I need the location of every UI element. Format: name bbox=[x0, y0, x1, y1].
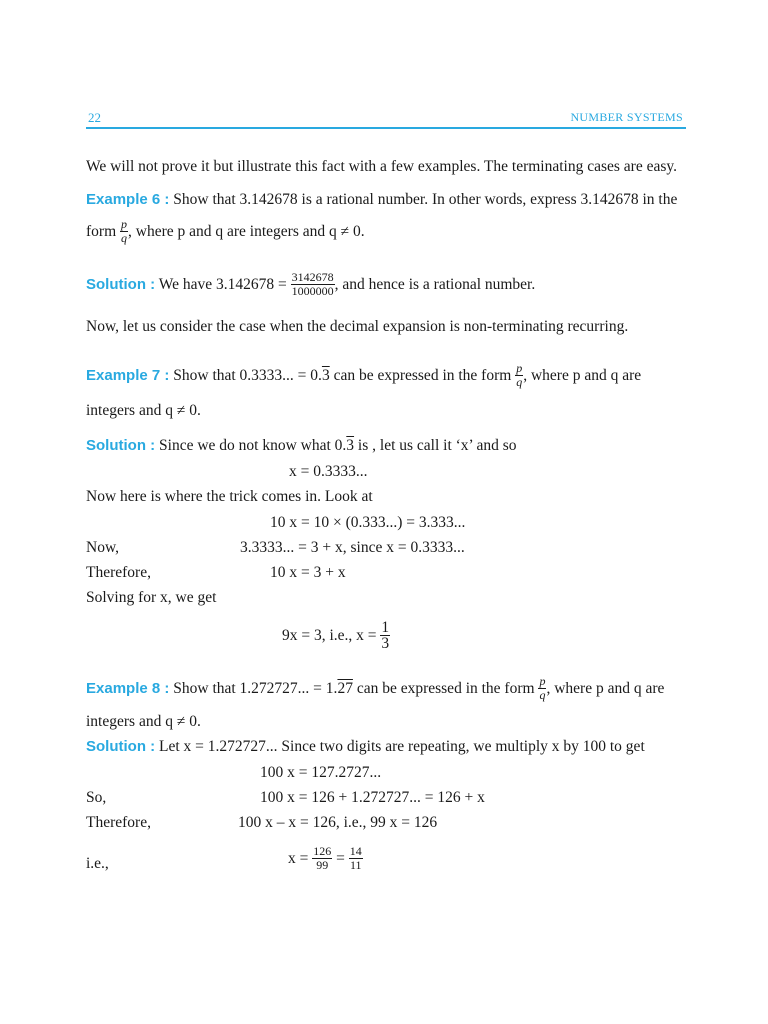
example-6-label: Example 6 : bbox=[86, 191, 170, 208]
solution-7-label: Solution : bbox=[86, 437, 156, 454]
form-word: form bbox=[86, 223, 117, 241]
fraction-126-99 bbox=[312, 845, 332, 872]
fraction-p-over-q bbox=[515, 362, 523, 389]
solving-text: Solving for x, we get bbox=[86, 589, 217, 606]
transition-paragraph: Now, let us consider the case when the decimal expansion is non-terminating recurring. bbox=[86, 318, 629, 335]
therefore-label-8: Therefore, bbox=[86, 814, 151, 831]
solution-6-text: We have 3.142678 = bbox=[158, 276, 287, 294]
solution-8-text: Let x = 1.272727... Since two digits are repeating, we multiply x by 100 to get bbox=[159, 738, 645, 755]
fraction-p-over-q bbox=[120, 218, 128, 245]
example-7-text: Show that 0.3333... = 0. bbox=[173, 367, 322, 385]
equation-10x: 10 x = 10 × (0.333...) = 3.333... bbox=[270, 514, 466, 531]
example-8-line2: integers and q ≠ 0. bbox=[86, 713, 201, 730]
fraction-numerator: 1 bbox=[381, 619, 390, 636]
trick-text: Now here is where the trick comes in. Look at bbox=[86, 488, 373, 505]
example-7-text-b: can be expressed in the form bbox=[333, 367, 512, 385]
ie-label: i.e., bbox=[86, 855, 109, 872]
solution-7-text: Since we do not know what 0. bbox=[159, 437, 347, 454]
fraction-numerator: 3142678 bbox=[291, 270, 334, 284]
recurring-digits: 27 bbox=[337, 680, 353, 698]
fraction-numerator: p bbox=[516, 361, 523, 375]
fraction-one-third bbox=[380, 620, 390, 651]
fraction-14-11 bbox=[349, 845, 363, 872]
fraction-3142678 bbox=[291, 271, 335, 298]
recurring-digit: 3 bbox=[346, 437, 355, 454]
section-title: NUMBER SYSTEMS bbox=[570, 110, 683, 124]
recurring-digit: 3 bbox=[321, 367, 330, 385]
fraction-denominator: q bbox=[539, 688, 546, 702]
fraction-p-over-q bbox=[538, 675, 546, 702]
equation-now: 3.3333... = 3 + x, since x = 0.3333... bbox=[240, 539, 465, 556]
fraction-denominator: q bbox=[516, 375, 523, 389]
fraction-numerator: p bbox=[121, 217, 128, 231]
fraction-denominator: q bbox=[121, 231, 128, 245]
example-8-text: Show that 1.272727... = 1. bbox=[173, 680, 338, 698]
equation-99x: 100 x – x = 126, i.e., 99 x = 126 bbox=[238, 814, 438, 831]
solution-7-text-b: is , let us call it ‘x’ and so bbox=[357, 437, 517, 454]
solution-8-label: Solution : bbox=[86, 738, 156, 755]
page-number: 22 bbox=[88, 110, 101, 125]
example-6-tail: , where p and q are integers and q ≠ 0. bbox=[128, 223, 365, 241]
equation-therefore: 10 x = 3 + x bbox=[270, 564, 346, 581]
example-7-line2: integers and q ≠ 0. bbox=[86, 402, 201, 419]
example-6 bbox=[86, 191, 677, 209]
example-8 bbox=[86, 676, 664, 703]
example-8-text-b: can be expressed in the form bbox=[356, 680, 535, 698]
example-6-line2 bbox=[86, 219, 365, 246]
header-rule bbox=[86, 127, 686, 129]
equation-so: 100 x = 126 + 1.272727... = 126 + x bbox=[260, 789, 485, 806]
equation-final bbox=[288, 846, 363, 873]
fraction-numerator: 126 bbox=[313, 844, 332, 858]
fraction-denominator: 3 bbox=[381, 635, 390, 652]
solution-6-label: Solution : bbox=[86, 276, 156, 294]
solution-8 bbox=[86, 738, 645, 756]
equation-x: x = 0.3333... bbox=[289, 463, 368, 480]
equation-final-lhs: x = bbox=[288, 850, 309, 868]
example-7 bbox=[86, 363, 641, 390]
equation-100x: 100 x = 127.2727... bbox=[260, 764, 382, 781]
fraction-denominator: 1000000 bbox=[291, 284, 334, 298]
fraction-numerator: 14 bbox=[349, 844, 362, 858]
solution-6 bbox=[86, 272, 535, 299]
example-8-tail: , where p and q are bbox=[546, 680, 665, 698]
so-label: So, bbox=[86, 789, 107, 806]
fraction-denominator: 99 bbox=[316, 858, 329, 872]
fraction-denominator: 11 bbox=[349, 858, 362, 872]
example-8-label: Example 8 : bbox=[86, 680, 170, 698]
solution-7 bbox=[86, 437, 516, 455]
equation-9x-text: 9x = 3, i.e., x = bbox=[282, 627, 377, 645]
equals-sign: = bbox=[336, 850, 345, 868]
fraction-numerator: p bbox=[539, 674, 546, 688]
now-label: Now, bbox=[86, 539, 120, 556]
example-6-text: Show that 3.142678 is a rational number. In other words, express 3.142678 in the bbox=[173, 191, 678, 208]
solution-6-tail: , and hence is a rational number. bbox=[334, 276, 536, 294]
example-7-label: Example 7 : bbox=[86, 367, 170, 385]
therefore-label: Therefore, bbox=[86, 564, 151, 581]
intro-paragraph: We will not prove it but illustrate this fact with a few examples. The terminating cases are easy. bbox=[86, 158, 678, 175]
example-7-tail: , where p and q are bbox=[523, 367, 642, 385]
equation-9x bbox=[282, 621, 390, 652]
